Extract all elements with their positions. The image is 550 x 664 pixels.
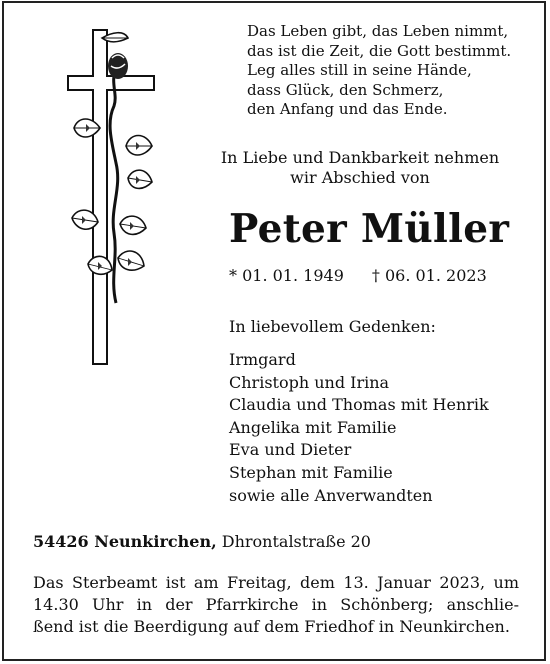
mourner-item: Claudia und Thomas mit Henrik	[229, 395, 489, 415]
mourner-item: Christoph und Irina	[229, 372, 390, 392]
poem	[247, 22, 511, 120]
funeral-notice	[33, 572, 519, 638]
mourner-item: Angelika mit Familie	[229, 417, 397, 437]
poem-line: dass Glück, den Schmerz,	[247, 80, 444, 99]
poem-line: den Anfang und das Ende.	[247, 100, 448, 119]
notice-line: ßend ist die Beerdigung auf dem Friedhof in Neunkirchen.	[33, 617, 510, 636]
poem-line: das ist die Zeit, die Gott bestimmt.	[247, 41, 512, 60]
address-place: 54426 Neunkirchen,	[33, 532, 217, 551]
birth-date: * 01. 01. 1949	[229, 266, 344, 285]
mourner-item: Eva und Dieter	[229, 440, 352, 460]
mourners-list	[229, 349, 489, 507]
poem-line: Das Leben gibt, das Leben nimmt,	[247, 22, 509, 40]
farewell-intro	[190, 148, 530, 188]
notice-line: Das Sterbeamt ist am Freitag, dem 13. Januar 2023, um	[33, 573, 519, 592]
mourner-item: Irmgard	[229, 350, 296, 369]
death-date: † 06. 01. 2023	[371, 266, 487, 285]
life-dates	[229, 266, 487, 285]
mourner-item: Stephan mit Familie	[229, 462, 393, 482]
deceased-name: Peter Müller	[229, 206, 510, 252]
cross-with-rose-icon	[66, 28, 156, 368]
mourner-item: sowie alle Anverwandten	[229, 485, 433, 505]
intro-line-2: wir Abschied von	[290, 168, 430, 187]
address-street: Dhrontalstraße 20	[221, 532, 371, 551]
gedenken-heading: In liebevollem Gedenken:	[229, 317, 436, 336]
family-address	[33, 532, 371, 551]
intro-line-1: In Liebe und Dankbarkeit nehmen	[220, 148, 500, 167]
notice-line: 14.30 Uhr in der Pfarrkirche in Schönberg; anschlie-	[33, 595, 519, 614]
poem-line: Leg alles still in seine Hände,	[247, 61, 472, 80]
